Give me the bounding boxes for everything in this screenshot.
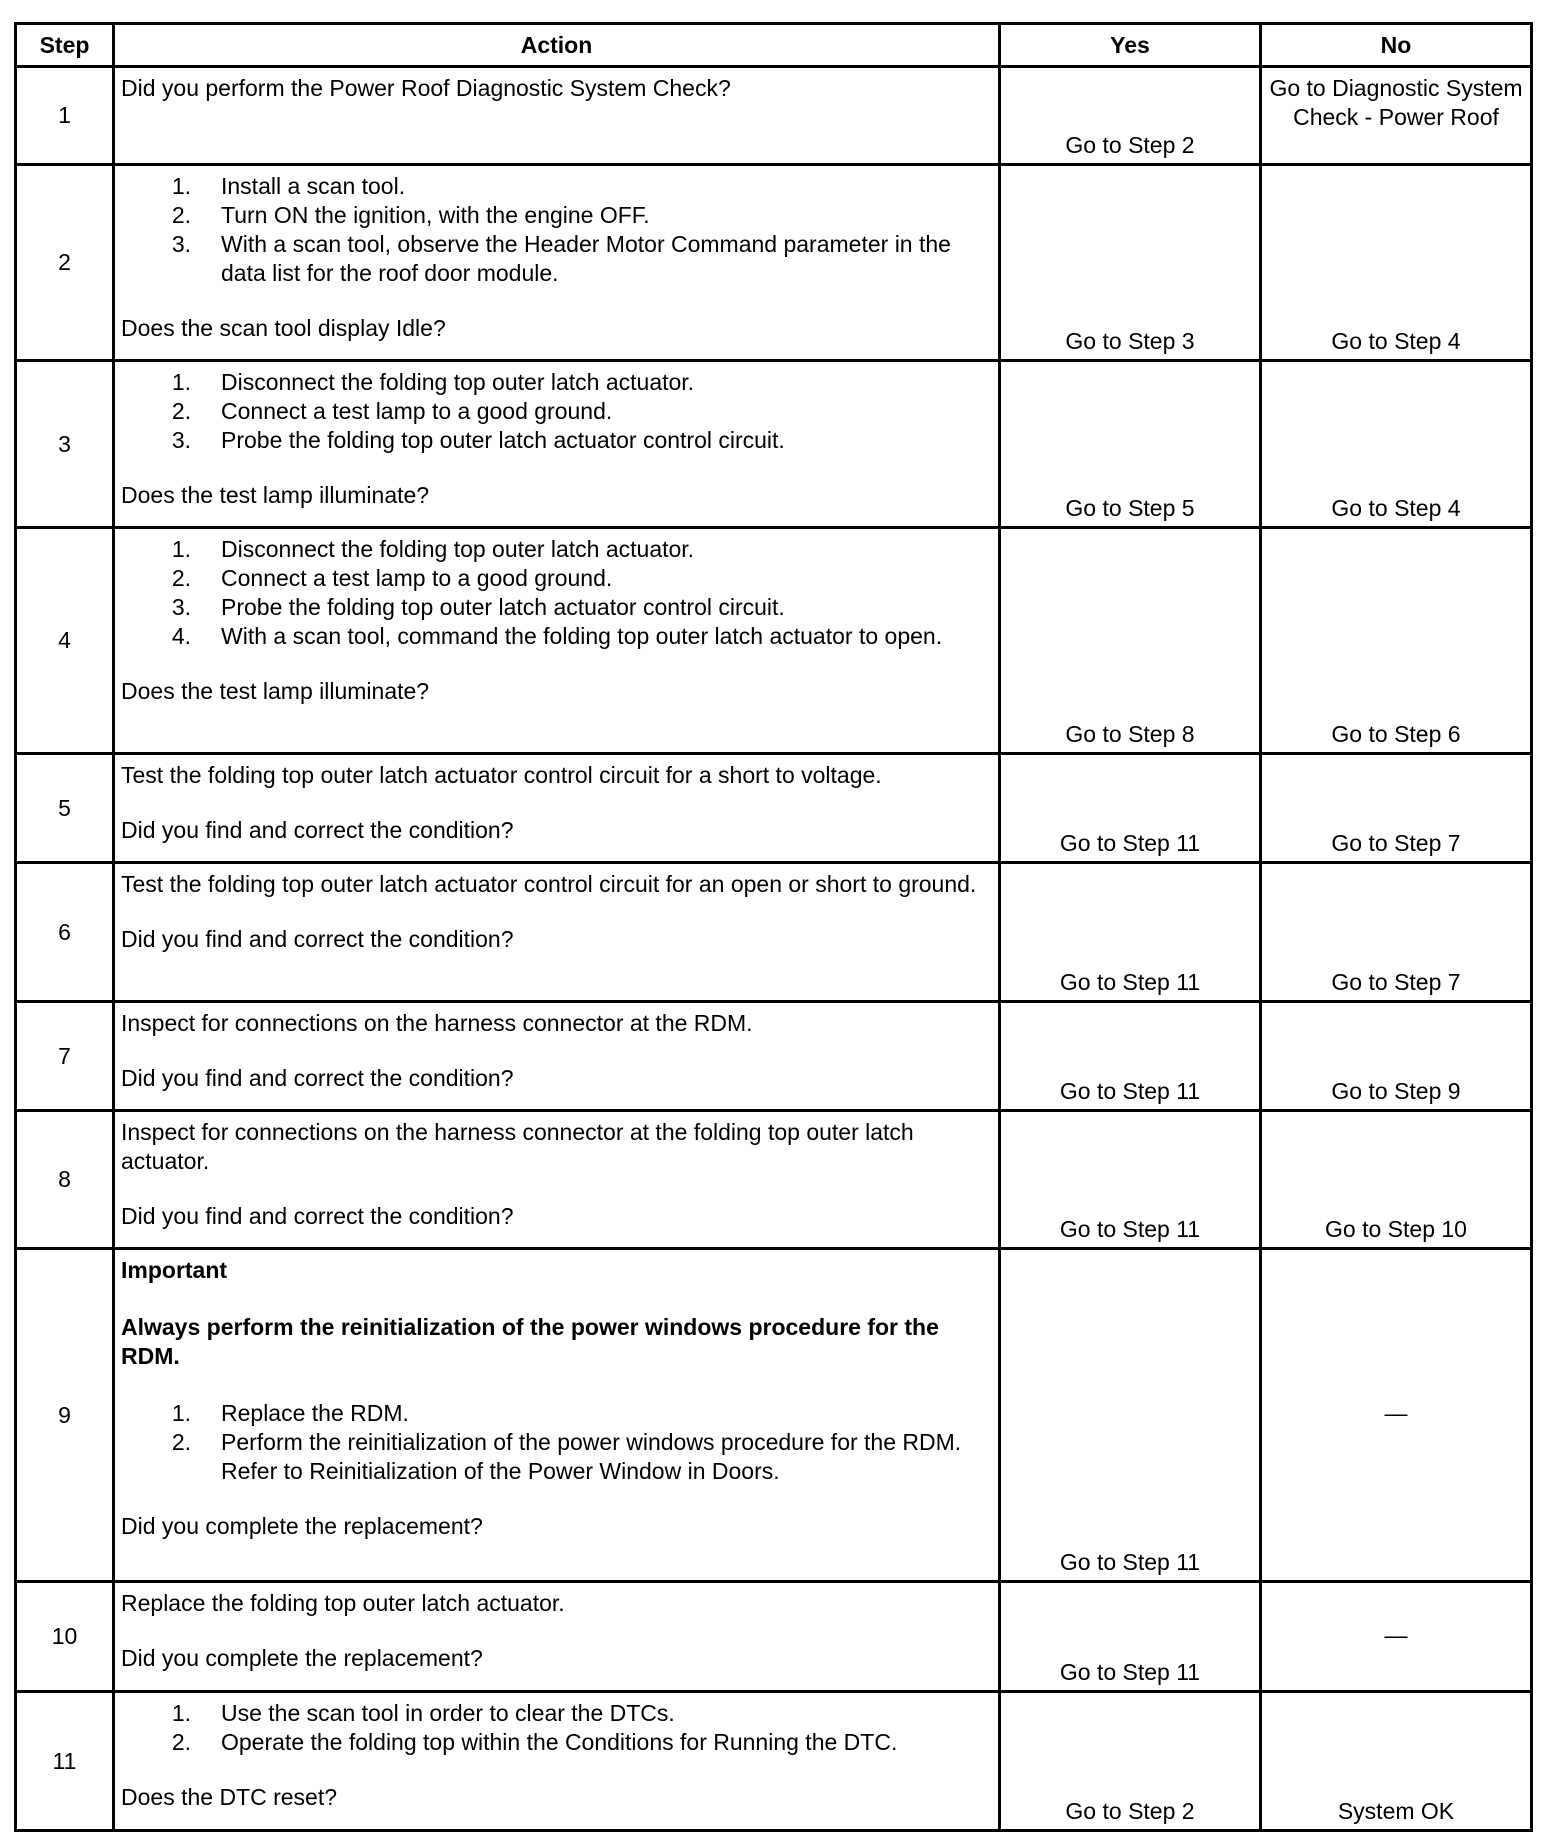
step-number: 4 bbox=[16, 528, 114, 754]
list-item: 1. Use the scan tool in order to clear the DTCs. bbox=[171, 1700, 675, 1726]
no-cell: Go to Diagnostic System Check - Power Roof bbox=[1261, 67, 1532, 165]
step-list bbox=[121, 1399, 990, 1486]
action-question: Did you find and correct the condition? bbox=[121, 926, 514, 952]
step-number: 1 bbox=[16, 67, 114, 165]
no-cell: — bbox=[1261, 1249, 1532, 1582]
step-list bbox=[121, 368, 990, 455]
table-row bbox=[16, 1692, 1532, 1831]
yes-cell: Go to Step 3 bbox=[1000, 165, 1261, 361]
yes-cell: Go to Step 8 bbox=[1000, 528, 1261, 754]
step-number: 5 bbox=[16, 754, 114, 863]
no-cell: Go to Step 7 bbox=[1261, 863, 1532, 1002]
yes-cell: Go to Step 2 bbox=[1000, 67, 1261, 165]
step-number: 7 bbox=[16, 1002, 114, 1111]
action-question: Does the test lamp illuminate? bbox=[121, 678, 430, 704]
header-no: No bbox=[1261, 24, 1532, 67]
yes-cell: Go to Step 11 bbox=[1000, 1249, 1261, 1582]
table-row bbox=[16, 528, 1532, 754]
step-number: 10 bbox=[16, 1582, 114, 1692]
yes-cell: Go to Step 11 bbox=[1000, 1002, 1261, 1111]
list-item: 2. Connect a test lamp to a good ground. bbox=[171, 398, 613, 424]
step-number: 11 bbox=[16, 1692, 114, 1831]
list-item: 2. Perform the reinitialization of the power windows procedure for the RDM. Refer to Reinitialization of the Power Window in Doors. bbox=[171, 1429, 962, 1484]
action-cell bbox=[114, 1002, 1000, 1111]
no-cell: Go to Step 4 bbox=[1261, 361, 1532, 528]
table-row bbox=[16, 1111, 1532, 1249]
step-number: 8 bbox=[16, 1111, 114, 1249]
yes-cell: Go to Step 2 bbox=[1000, 1692, 1261, 1831]
action-cell bbox=[114, 165, 1000, 361]
action-cell bbox=[114, 863, 1000, 1002]
action-question: Did you complete the replacement? bbox=[121, 1513, 483, 1539]
step-list bbox=[121, 172, 990, 288]
no-cell: System OK bbox=[1261, 1692, 1532, 1831]
action-intro: Test the folding top outer latch actuator control circuit for a short to voltage. bbox=[121, 762, 882, 788]
action-question: Did you find and correct the condition? bbox=[121, 817, 514, 843]
action-cell bbox=[114, 754, 1000, 863]
yes-cell: Go to Step 11 bbox=[1000, 754, 1261, 863]
action-intro: Replace the folding top outer latch actuator. bbox=[121, 1590, 565, 1616]
table-row bbox=[16, 165, 1532, 361]
action-question: Does the DTC reset? bbox=[121, 1784, 338, 1810]
no-cell: — bbox=[1261, 1582, 1532, 1692]
list-item: 4. With a scan tool, command the folding top outer latch actuator to open. bbox=[171, 623, 943, 649]
action-question: Did you find and correct the condition? bbox=[121, 1203, 514, 1229]
action-question: Did you find and correct the condition? bbox=[121, 1065, 514, 1091]
important-label: Important bbox=[121, 1257, 228, 1283]
diagnostic-table bbox=[14, 22, 1533, 1832]
yes-cell: Go to Step 11 bbox=[1000, 1111, 1261, 1249]
no-cell: Go to Step 9 bbox=[1261, 1002, 1532, 1111]
step-number: 2 bbox=[16, 165, 114, 361]
step-number: 6 bbox=[16, 863, 114, 1002]
action-intro: Did you perform the Power Roof Diagnostic System Check? bbox=[121, 75, 731, 101]
table-row bbox=[16, 1002, 1532, 1111]
diagnostic-table-container bbox=[14, 22, 1530, 1832]
no-cell: Go to Step 4 bbox=[1261, 165, 1532, 361]
header-step: Step bbox=[16, 24, 114, 67]
yes-cell: Go to Step 5 bbox=[1000, 361, 1261, 528]
table-row bbox=[16, 1249, 1532, 1582]
action-question: Does the test lamp illuminate? bbox=[121, 482, 430, 508]
yes-cell: Go to Step 11 bbox=[1000, 863, 1261, 1002]
table-row bbox=[16, 863, 1532, 1002]
step-number: 3 bbox=[16, 361, 114, 528]
action-cell bbox=[114, 528, 1000, 754]
action-intro: Inspect for connections on the harness connector at the RDM. bbox=[121, 1010, 753, 1036]
list-item: 2. Operate the folding top within the Conditions for Running the DTC. bbox=[171, 1729, 898, 1755]
list-item: 3. With a scan tool, observe the Header Motor Command parameter in the data list for the roof door module. bbox=[171, 231, 951, 286]
action-cell bbox=[114, 1249, 1000, 1582]
list-item: 1. Replace the RDM. bbox=[171, 1400, 409, 1426]
list-item: 2. Turn ON the ignition, with the engine OFF. bbox=[171, 202, 650, 228]
action-cell bbox=[114, 361, 1000, 528]
list-item: 3. Probe the folding top outer latch actuator control circuit. bbox=[171, 427, 785, 453]
list-item: 2. Connect a test lamp to a good ground. bbox=[171, 565, 613, 591]
step-list bbox=[121, 1699, 990, 1757]
yes-cell: Go to Step 11 bbox=[1000, 1582, 1261, 1692]
header-action: Action bbox=[114, 24, 1000, 67]
important-text: Always perform the reinitialization of the power windows procedure for the RDM. bbox=[121, 1314, 939, 1369]
table-row bbox=[16, 754, 1532, 863]
list-item: 1. Disconnect the folding top outer latch actuator. bbox=[171, 536, 695, 562]
action-cell bbox=[114, 1111, 1000, 1249]
list-item: 3. Probe the folding top outer latch actuator control circuit. bbox=[171, 594, 785, 620]
step-list bbox=[121, 535, 990, 651]
list-item: 1. Disconnect the folding top outer latch actuator. bbox=[171, 369, 695, 395]
header-yes: Yes bbox=[1000, 24, 1261, 67]
no-cell: Go to Step 6 bbox=[1261, 528, 1532, 754]
action-cell bbox=[114, 1582, 1000, 1692]
action-question: Did you complete the replacement? bbox=[121, 1645, 483, 1671]
no-cell: Go to Step 7 bbox=[1261, 754, 1532, 863]
table-row bbox=[16, 361, 1532, 528]
list-item: 1. Install a scan tool. bbox=[171, 173, 406, 199]
table-row bbox=[16, 1582, 1532, 1692]
step-number: 9 bbox=[16, 1249, 114, 1582]
table-row bbox=[16, 67, 1532, 165]
action-cell bbox=[114, 67, 1000, 165]
action-intro: Test the folding top outer latch actuator control circuit for an open or short to ground. bbox=[121, 871, 977, 897]
action-intro: Inspect for connections on the harness connector at the folding top outer latch actuator. bbox=[121, 1119, 914, 1174]
action-cell bbox=[114, 1692, 1000, 1831]
no-cell: Go to Step 10 bbox=[1261, 1111, 1532, 1249]
action-question: Does the scan tool display Idle? bbox=[121, 315, 446, 341]
header-row bbox=[16, 24, 1532, 67]
